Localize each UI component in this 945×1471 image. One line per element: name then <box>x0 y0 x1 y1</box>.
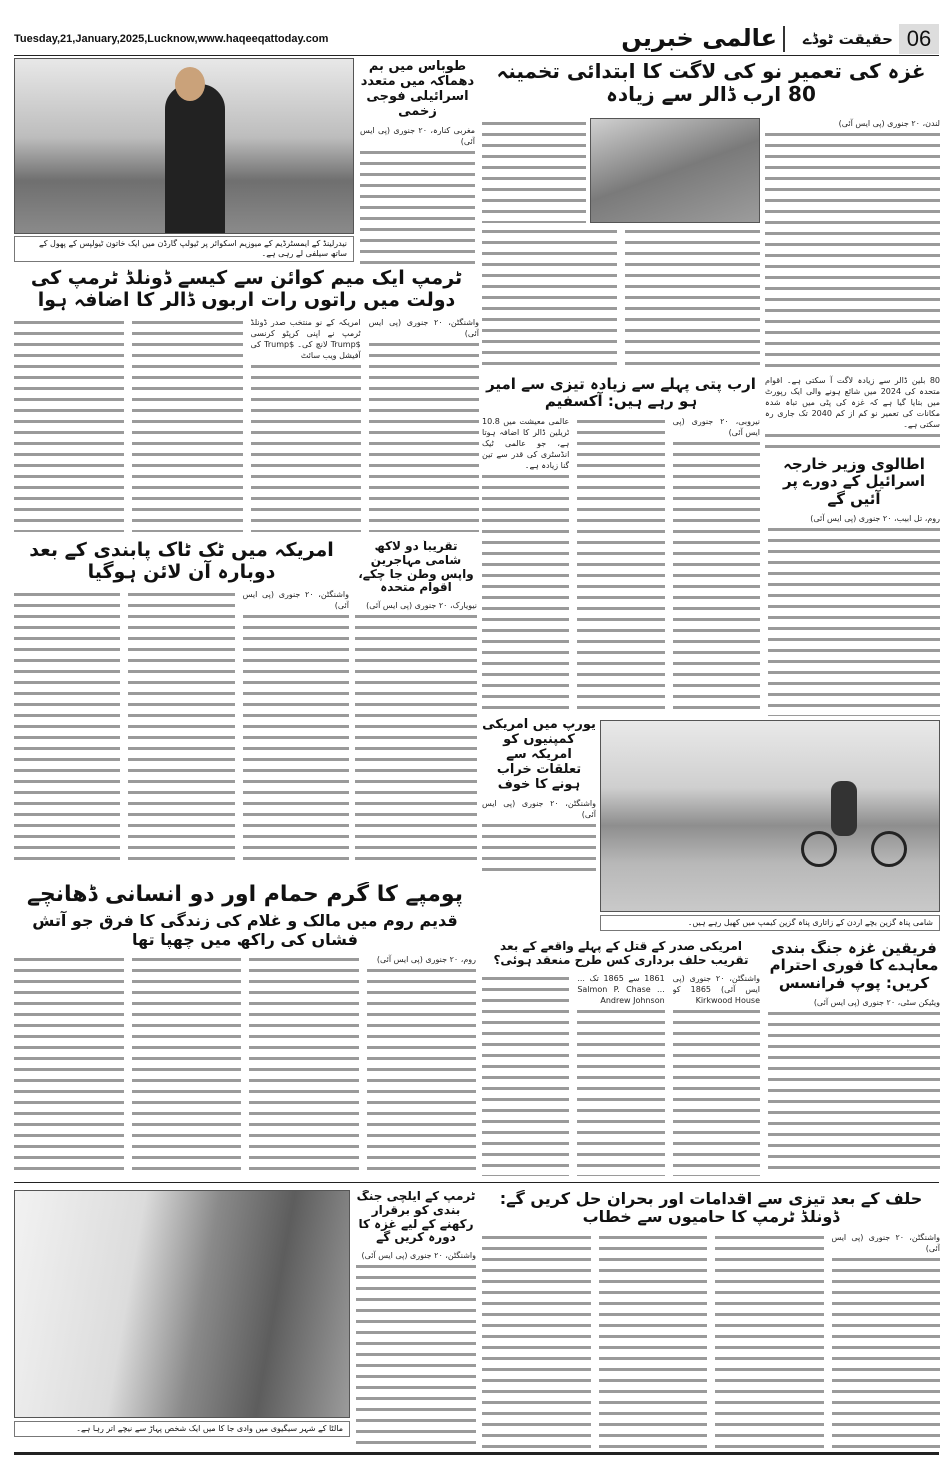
envoy-article <box>356 1190 476 1448</box>
oxfam-body <box>482 416 760 714</box>
gaza-headline: غزہ کی تعمیر نو کی لاگت کا ابتدائی تخمینہ 80 ارب ڈالر سے زیادہ <box>496 59 926 106</box>
gaza-body-top <box>482 118 586 223</box>
tubas-headline: طوباس میں بم دھماکہ میں متعدد اسرائیلی فوجی زخمی <box>360 60 475 119</box>
europe-headline: یورپ میں امریکی کمپنیوں کو امریکہ سے تعلقات خراب ہونے کا خوف <box>482 718 596 792</box>
oxfam-col <box>577 416 664 714</box>
header-divider <box>783 26 785 52</box>
pompeii-col <box>14 954 124 1176</box>
pompeii-subheadline: قدیم روم میں مالک و غلام کی زندگی کا فرق جو آتش فشاں کی راکھ میں چھپا تھا <box>32 911 458 949</box>
trump-meme-article <box>14 268 479 532</box>
gaza-body-col <box>482 226 617 370</box>
syria-headline: تقریباً دو لاکھ شامی مہاجرین واپس وطن جا چکے، اقوام متحدہ <box>358 540 474 595</box>
gaza-body-columns <box>482 226 760 370</box>
trump-meme-headline: ٹرمپ ایک میم کوائن سے کیسے ڈونلڈ ٹرمپ کی دولت میں راتوں رات اربوں ڈالر کا اضافہ ہوا <box>30 268 463 311</box>
trump-address-col <box>715 1232 824 1448</box>
section-divider <box>14 1182 939 1183</box>
footer-rule <box>14 1452 939 1455</box>
inauguration-body <box>482 973 760 1176</box>
europe-body: واشنگٹن، ۲۰ جنوری (پی ایس آئی) <box>482 798 596 878</box>
trump-meme-col <box>14 317 124 532</box>
trump-address-col <box>599 1232 708 1448</box>
gaza-body-col <box>625 226 760 370</box>
oxfam-article <box>482 376 760 713</box>
pompeii-col: روم، ۲۰ جنوری (پی ایس آئی) <box>367 954 477 1176</box>
tiktok-article <box>14 540 349 868</box>
refugee-children-caption: شامی پناہ گزین بچے اردن کے زاتاری پناہ گزین کیمپ میں کھیل رہے ہیں۔ <box>600 915 940 931</box>
gaza-rubble-photo <box>590 118 760 223</box>
europe-article <box>482 718 596 878</box>
pompeii-headline: پومپے کا گرم حمام اور دو انسانی ڈھانچے <box>27 882 463 907</box>
oxfam-col: عالمی معیشت میں 10.8 ٹریلین ڈالر کا اضافہ ہوتا ہے، جو عالمی ٹیک انڈسٹری کی قدر سے تین گنا زیادہ ہے۔ <box>482 416 569 714</box>
tiktok-col <box>128 589 234 868</box>
trump-address-body <box>482 1232 940 1448</box>
pope-article <box>768 940 940 1176</box>
pompeii-body <box>14 954 476 1176</box>
refugee-children-photo <box>600 720 940 912</box>
tiktok-col <box>14 589 120 868</box>
cliff-photo <box>14 1190 350 1418</box>
trump-address-col <box>482 1232 591 1448</box>
tulip-caption: نیدرلینڈ کے ایمسٹرڈیم کے میوزیم اسکوائر پر ٹیولپ گارڈن میں ایک خاتون ٹیولپس کے پھول کے ساتھ سیلفی لے رہی ہے۔ <box>14 236 354 262</box>
syria-article <box>355 540 477 868</box>
inauguration-col: 1861 سے 1865 تک ... Salmon P. Chase ... Andrew Johnson <box>577 973 664 1176</box>
gaza-body-right: لندن، ۲۰ جنوری (پی ایس آئی) <box>765 118 940 370</box>
envoy-headline: ٹرمپ کے ایلچی جنگ بندی کو برقرار رکھنے کے لیے غزہ کا دورہ کریں گے <box>356 1190 476 1245</box>
trump-address-col: واشنگٹن، ۲۰ جنوری (پی ایس آئی) <box>832 1232 941 1448</box>
tubas-article <box>360 60 475 265</box>
pompeii-col <box>249 954 359 1176</box>
section-title: عالمی خبریں <box>621 24 777 52</box>
tubas-body: مغربی کنارہ، ۲۰ جنوری (پی ایس آئی) <box>360 125 475 265</box>
inauguration-col <box>482 973 569 1176</box>
pompeii-article <box>14 882 476 1176</box>
trump-meme-col <box>132 317 242 532</box>
trump-meme-body <box>14 317 479 532</box>
trump-meme-col: واشنگٹن، ۲۰ جنوری (پی ایس آئی) <box>369 317 479 532</box>
inauguration-col: واشنگٹن، ۲۰ جنوری (پی ایس آئی) 1865 کو Kirkwood House <box>673 973 760 1176</box>
pope-headline: فریقین غزہ جنگ بندی معاہدے کا فوری احترام کریں: پوپ فرانسس <box>769 940 939 992</box>
trump-address-article <box>482 1190 940 1448</box>
gaza-body-bottom: 80 بلین ڈالر سے زیادہ لاگت آ سکتی ہے۔ اقوام متحدہ کی 2024 میں شائع ہونے والی ایک رپورٹ میں بتایا گیا ہے کہ غزہ کی پٹی میں تباہ شدہ مکانات کی تعمیر نو کم از کم 2040 تک جاری رہ سکتی ہے۔ <box>765 375 940 450</box>
oxfam-headline: ارب پتی پہلے سے زیادہ تیزی سے امیر ہو رہے ہیں: آکسفیم <box>486 376 756 411</box>
syria-body: نیویارک، ۲۰ جنوری (پی ایس آئی) <box>355 600 477 868</box>
page-number: 06 <box>899 24 939 54</box>
inauguration-article <box>482 940 760 1176</box>
trump-address-headline: حلف کے بعد تیزی سے اقدامات اور بحران حل کریں گے: ڈونلڈ ٹرمپ کا حامیوں سے خطاب <box>499 1190 923 1227</box>
oxfam-col: نیروبی، ۲۰ جنوری (پی ایس آئی) <box>673 416 760 714</box>
tiktok-headline: امریکہ میں ٹک ٹاک پابندی کے بعد دوبارہ آن لائن ہوگیا <box>29 540 334 583</box>
italy-body: روم، تل ابیب، ۲۰ جنوری (پی ایس آئی) <box>768 513 940 716</box>
pompeii-col <box>132 954 242 1176</box>
dateline: Tuesday,21,January,2025,Lucknow,www.haqeeqattoday.com <box>14 33 329 45</box>
cliff-caption: مالٹا کے شہر سیگیوی میں وادی جا کا میں ایک شخص پہاڑ سے نیچے اتر رہا ہے۔ <box>14 1421 350 1437</box>
trump-meme-col: امریکہ کے نو منتخب صدر ڈونلڈ ٹرمپ نے اپنی کرپٹو کرنسی $Trump لانچ کی۔ $Trump کی آفیشل ویب سائٹ <box>251 317 361 532</box>
italy-article <box>768 456 940 716</box>
tulip-photo <box>14 58 354 234</box>
newspaper-logo: حقیقت ٹوڈے <box>802 30 893 48</box>
italy-headline: اطالوی وزیر خارجہ اسرائیل کے دورے پر آئیں گے <box>782 456 926 508</box>
inauguration-headline: امریکی صدر کے قتل کے پہلے واقعے کے بعد تقریب حلف برداری کس طرح منعقد ہوئی؟ <box>493 940 749 967</box>
tiktok-body <box>14 589 349 868</box>
envoy-body: واشنگٹن، ۲۰ جنوری (پی ایس آئی) <box>356 1250 476 1448</box>
pope-body: ویٹیکن سٹی، ۲۰ جنوری (پی ایس آئی) <box>768 997 940 1176</box>
header-rule <box>14 55 939 56</box>
tiktok-col: واشنگٹن، ۲۰ جنوری (پی ایس آئی) <box>243 589 349 868</box>
